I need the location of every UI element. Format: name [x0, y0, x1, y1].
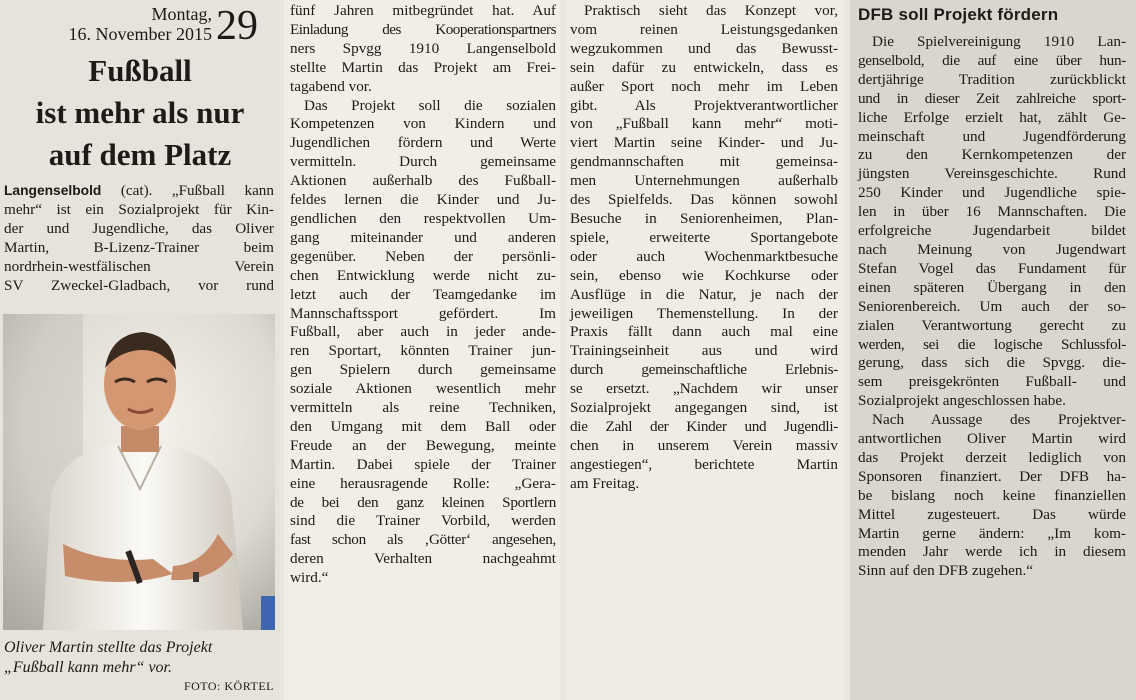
text-line: antwortlichen Oliver Martin wird — [858, 430, 1126, 448]
text-line: Martin gerne ändern: „Im kom- — [858, 524, 1126, 542]
text-line: soziale Aktionen wesentlich mehr — [290, 380, 556, 398]
article-column-1 — [0, 0, 280, 700]
text-line: nach Meinung von Jugendwart — [858, 240, 1126, 258]
column-text — [570, 2, 838, 494]
text-line: gendlichen den respektvollen Um- — [290, 209, 556, 227]
date-line: 16. November 2015 — [68, 24, 212, 44]
text-line: Das Projekt soll die sozialen — [304, 96, 556, 114]
headline-line: auf dem Platz — [48, 137, 232, 172]
text-line: Freude an der Bewegung, meinte — [290, 436, 556, 454]
text-line: am Freitag. — [570, 474, 640, 492]
text-line: sein, ebenso wie Kochkurse oder — [570, 266, 838, 284]
text-line: vermitteln als reine Techniken, — [290, 399, 556, 417]
page-number: 29 — [216, 3, 258, 49]
text-line: Kompetenzen von Kindern und — [290, 115, 556, 133]
text-line: von „Fußball kann mehr“ moti- — [570, 115, 838, 133]
text-line: se ersetzt. „Nachdem wir unser — [570, 380, 838, 398]
sidebar-box — [850, 0, 1136, 700]
sidebar-title: DFB soll Projekt fördern — [858, 5, 1059, 24]
text-line: vermitteln. Durch gemeinsame — [290, 153, 556, 171]
text-line: de bei den ganz kleinen Sportlern — [290, 493, 556, 511]
text-line: Sinn auf den DFB zugehen.“ — [858, 562, 1034, 580]
text-line: stellte Martin das Projekt am Frei- — [290, 58, 556, 76]
text-line: spiele, erweiterte Sportangebote — [570, 228, 838, 246]
text-line: der und Jugendliche, das Oliver — [4, 219, 274, 237]
text-line: be bislang noch keine finanziellen — [858, 486, 1126, 504]
text-line: chen in unserem Verein massiv — [570, 436, 838, 454]
text-line: Die Spielvereinigung 1910 Lan- — [872, 33, 1126, 50]
text-line: sein dafür zu entwickeln, dass es — [570, 58, 838, 76]
text-line: sem preisgekrönten Fußball- und — [858, 373, 1126, 391]
text-line: Mittel zugesteuert. Das würde — [858, 505, 1126, 523]
text-line: Praxis fällt dann auch mal eine — [570, 323, 838, 341]
text-line: men Unternehmungen außerhalb — [570, 172, 838, 190]
text-line: letzt auch der Teamgedanke im — [290, 285, 556, 303]
headline-line: ist mehr als nur — [35, 95, 245, 130]
text-line: nordrhein-westfälischen Verein — [4, 257, 274, 275]
text-line: 250 Kinder und Jugendliche spie- — [858, 184, 1126, 202]
text-line: außer Sport noch mehr im Leben — [570, 77, 838, 95]
text-line: mehr“ ist ein Sozialprojekt für Kin- — [4, 200, 274, 218]
text-line: Ausflüge in die Natur, je nach der — [570, 285, 838, 303]
text-line: viert Martin seine Kinder- und Ju- — [570, 134, 838, 152]
text-line: chen Entwicklung werde nicht zu- — [290, 266, 556, 284]
text-line: meinschaft und Jugendförderung — [858, 127, 1126, 145]
text-line: zialen Verantwortung gerecht zu — [858, 316, 1126, 334]
text-line: jeweiligen Themenstellung. In der — [570, 304, 838, 322]
text-line: deren Verhalten nachgeahmt — [290, 550, 556, 568]
text-line: werden, sei die logische Schlussfol- — [858, 335, 1126, 353]
text-line: und in dieser Zeit zahlreiche sport- — [858, 89, 1126, 107]
caption-line: „Fußball kann mehr“ vor. — [4, 659, 172, 676]
sidebar-text — [858, 33, 1126, 581]
text-line: Nach Aussage des Projektver- — [872, 411, 1126, 429]
text-line: den Umgang mit dem Ball oder — [290, 417, 556, 435]
text-line: das Projekt derzeit lediglich von — [858, 448, 1126, 466]
text-line: feldes lernen die Kinder und Ju- — [290, 191, 556, 209]
article-photo — [3, 314, 275, 630]
article-headline — [0, 50, 280, 176]
text-line: des Spielfelds. Das können sowohl — [570, 191, 838, 209]
text-line: Seniorenbereich. Um auch der so- — [858, 297, 1126, 315]
text-line: Sponsoren finanziert. Der DFB ha- — [858, 467, 1126, 485]
text-line: menden Jahr werde ich in diesem — [858, 543, 1126, 561]
text-line: gang miteinander und anderen — [290, 228, 556, 246]
text-line: SV Zweckel-Gladbach, vor rund — [4, 276, 274, 294]
text-line: Martin, B-Lizenz-Trainer beim — [4, 238, 274, 256]
text-line: Sozialprojekt angegangen sind, ist — [570, 399, 838, 417]
article-column-2 — [284, 0, 560, 700]
text-line: Fußball, aber auch in jeder ande- — [290, 323, 556, 341]
text-line: erfolgreiche Jugendarbeit bildet — [858, 222, 1126, 240]
text-line: vom reinen Leistungsgedanken — [570, 20, 838, 38]
text-line: Jugendlichen fördern und Werte — [290, 134, 556, 152]
text-line: Trainingseinheit aus und wird — [570, 342, 838, 360]
photo-credit: FOTO: KÖRTEL — [183, 679, 274, 693]
text-line: gen Spielern durch gemeinsame — [290, 361, 556, 379]
text-line: jüngsten Vereinsgeschichte. Rund — [858, 165, 1126, 183]
text-line: wird.“ — [290, 569, 329, 587]
text-line: Stefan Vogel das Fundament für — [858, 259, 1126, 277]
text-line: Aktionen außerhalb des Fußball- — [290, 172, 556, 190]
text-line: wegzukommen und das Bewusst- — [570, 39, 838, 57]
text-line: len in über 16 Mannschaften. Die — [858, 203, 1126, 221]
text-line: Sozialprojekt angeschlossen habe. — [858, 392, 1066, 410]
text-line: fünf Jahren mitbegründet hat. Auf — [290, 2, 556, 19]
column-text — [290, 2, 556, 588]
text-line: die Zahl der Kinder und Jugendli- — [570, 417, 838, 435]
text-line: Martin. Dabei spiele der Trainer — [290, 455, 556, 473]
article-lead — [4, 182, 274, 295]
text-line: gegenüber. Neben der persönli- — [290, 247, 556, 265]
text-line: durch gemeinschaftliche Erlebnis- — [570, 361, 838, 379]
text-line: gerung, dass sich die Spvgg. die- — [858, 354, 1126, 372]
text-line: oder auch Wochenmarktbesuche — [570, 247, 838, 265]
speaker-photo-illustration — [3, 314, 275, 630]
text-line: einen späteren Übergang in den — [858, 278, 1126, 296]
text-line: fast schon als ‚Götter‘ angesehen, — [290, 531, 556, 549]
caption-line: Oliver Martin stellte das Projekt — [4, 639, 213, 656]
text-line: gendmannschaften mit gemeinsa- — [570, 153, 838, 171]
text-line: gibt. Als Projektverantwortlicher — [570, 96, 838, 114]
headline-line: Fußball — [88, 53, 192, 88]
text-line: zu den Kernkompetenzen der — [858, 146, 1126, 164]
weekday: Montag, — [151, 4, 212, 24]
text-line: ners Spvgg 1910 Langenselbold — [290, 39, 556, 57]
text-line: sind die Trainer Vorbild, werden — [290, 512, 556, 530]
photo-caption — [4, 638, 276, 678]
text-line: ren Sportart, könnten Trainer jun- — [290, 342, 556, 360]
text-line: Mannschaftssport gefördert. Im — [290, 304, 556, 322]
issue-date — [40, 4, 212, 44]
text-line: liche Erfolge erzielt hat, zählt Ge- — [858, 108, 1126, 126]
dateline: Langenselbold — [4, 183, 102, 198]
text-line: Praktisch sieht das Konzept vor, — [584, 2, 838, 19]
text-line: dertjährige Tradition zurückblickt — [858, 70, 1126, 88]
text-line: angestiegen“, berichtete Martin — [570, 455, 838, 473]
text-line: Langenselbold (cat). „Fußball kann — [4, 182, 274, 199]
text-line: tagabend vor. — [290, 77, 372, 95]
text-line: genselbold, die auf eine über hun- — [858, 51, 1126, 69]
article-column-3 — [566, 0, 844, 700]
text-line: Einladung des Kooperationspartners — [290, 20, 556, 38]
text-line: eine herausragende Rolle: „Gera- — [290, 474, 556, 492]
text-line: Besuche in Seniorenheimen, Plan- — [570, 209, 838, 227]
